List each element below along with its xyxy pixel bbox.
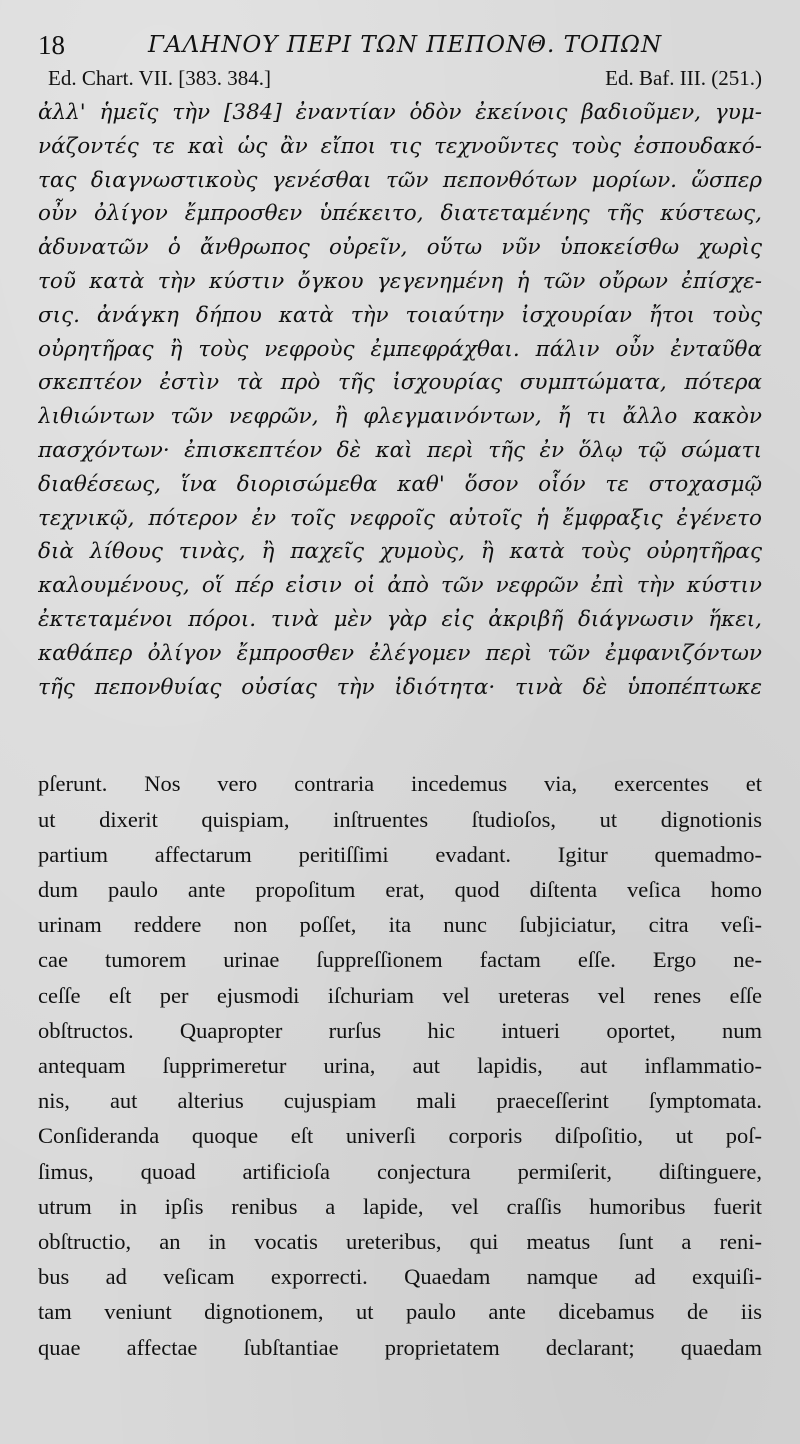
latin-text-line: ut dixerit quispiam, inſtruentes ſtudioſos, ut dignotionis xyxy=(38,806,762,832)
greek-text-line: οὖν ὀλίγον ἔμπροσθεν ὑπέκειτο, διατεταμένης τῆς κύστεως, xyxy=(38,201,762,227)
greek-text-line: τῆς πεπονθυίας οὐσίας τὴν ἰδιότητα· τινὰ δὲ ὑποπέπτωκε xyxy=(38,674,762,700)
greek-text-line: ἐκτεταμένοι πόροι. τινὰ μὲν γὰρ εἰς ἀκριβῆ διάγνωσιν ἥκει, xyxy=(38,606,762,632)
latin-text-line: bus ad veſicam exporrecti. Quaedam namque ad exquiſi- xyxy=(38,1264,762,1290)
latin-text-line: urinam reddere non poſſet, ita nunc ſubjiciatur, citra veſi- xyxy=(38,912,762,938)
latin-text-line: tam veniunt dignotionem, ut paulo ante dicebamus de iis xyxy=(38,1299,762,1325)
latin-text-line: partium affectarum peritiſſimi evadant. Igitur quemadmo- xyxy=(38,841,762,867)
latin-text-line: Conſideranda quoque eſt univerſi corporis diſpoſitio, ut poſ- xyxy=(38,1123,762,1149)
greek-text-line: τας διαγνωστικοὺς γενέσθαι τῶν πεπονθότων μορίων. ὥσπερ xyxy=(38,167,762,193)
latin-text-line: cae tumorem urinae ſuppreſſionem factam eſſe. Ergo ne- xyxy=(38,947,762,973)
greek-text-line: σις. ἀνάγκη δήπου κατὰ τὴν τοιαύτην ἰσχουρίαν ἤτοι τοὺς xyxy=(38,302,762,328)
edition-chartier-reference: Ed. Chart. VII. [383. 384.] xyxy=(48,66,271,90)
greek-text-line: πασχόντων· ἐπισκεπτέον δὲ καὶ περὶ τῆς ἐν ὅλῳ τῷ σώματι xyxy=(38,437,762,463)
greek-text-line: διὰ λίθους τινὰς, ἢ παχεῖς χυμοὺς, ἢ κατὰ τοὺς οὐρητῆρας xyxy=(38,539,762,565)
greek-text-line: τεχνικῷ, πότερον ἐν τοῖς νεφροῖς αὐτοῖς ἡ ἔμφραξις ἐγένετο xyxy=(38,505,762,531)
latin-text-line: ceſſe eſt per ejusmodi iſchuriam vel ureteras vel renes eſſe xyxy=(38,982,762,1008)
greek-text-line: λιθιώντων τῶν νεφρῶν, ἢ φλεγμαινόντων, ἤ τι ἄλλο κακὸν xyxy=(38,404,762,430)
latin-text-line: utrum in ipſis renibus a lapide, vel craſſis humoribus fuerit xyxy=(38,1193,762,1219)
page-number: 18 xyxy=(38,30,65,60)
edition-basel-reference: Ed. Baf. III. (251.) xyxy=(605,66,762,90)
latin-text-line: quae affectae ſubſtantiae proprietatem declarant; quaedam xyxy=(38,1334,762,1360)
edition-reference-line xyxy=(38,62,762,96)
running-title: ΓΑΛΗΝΟΥ ΠΕΡΙ ΤΩΝ ΠΕΠΟΝΘ. ΤΟΠΩΝ xyxy=(148,32,663,58)
greek-text-block xyxy=(38,96,762,704)
greek-text-line: οὐρητῆρας ἢ τοὺς νεφροὺς ἐμπεφράχθαι. πάλιν οὖν ἐνταῦθα xyxy=(38,336,762,362)
latin-text-line: ſimus, quoad artificioſa conjectura permiſerit, diſtinguere, xyxy=(38,1158,762,1184)
greek-text-line: τοῦ κατὰ τὴν κύστιν ὄγκου γεγενημένη ἡ τῶν οὔρων ἐπίσχε- xyxy=(38,268,762,294)
greek-text-line: ἀδυνατῶν ὁ ἄνθρωπος οὐρεῖν, οὕτω νῦν ὑποκείσθω χωρὶς xyxy=(38,235,762,261)
greek-text-line: καλουμένους, οἵ πέρ εἰσιν οἱ ἀπὸ τῶν νεφρῶν ἐπὶ τὴν κύστιν xyxy=(38,573,762,599)
latin-text-block xyxy=(38,766,762,1364)
latin-text-line: antequam ſupprimeretur urina, aut lapidis, aut inflammatio- xyxy=(38,1052,762,1078)
greek-text-line: νάζοντές τε καὶ ὡς ἂν εἴποι τις τεχνοῦντες τοὺς ἐσπουδακό- xyxy=(38,133,762,159)
greek-text-line: ἀλλ' ἡμεῖς τὴν [384] ἐναντίαν ὁδὸν ἐκείνοις βαδιοῦμεν, γυμ- xyxy=(38,100,762,125)
latin-text-line: pſerunt. Nos vero contraria incedemus via, exercentes et xyxy=(38,771,762,797)
running-head xyxy=(38,18,762,62)
greek-text-line: διαθέσεως, ἵνα διορισώμεθα καθ' ὅσον οἷόν τε στοχασμῷ xyxy=(38,471,762,497)
greek-text-line: καθάπερ ὀλίγον ἔμπροσθεν ἐλέγομεν περὶ τῶν ἐμφανιζόντων xyxy=(38,640,762,666)
latin-text-line: obſtructio, an in vocatis ureteribus, qui meatus ſunt a reni- xyxy=(38,1228,762,1254)
latin-text-line: obſtructos. Quapropter rurſus hic intueri oportet, num xyxy=(38,1017,762,1043)
latin-text-line: nis, aut alterius cujuspiam mali praeceſſerint ſymptomata. xyxy=(38,1088,762,1114)
latin-text-line: dum paulo ante propoſitum erat, quod diſtenta veſica homo xyxy=(38,876,762,902)
section-gap xyxy=(38,704,762,766)
greek-text-line: σκεπτέον ἐστὶν τὰ πρὸ τῆς ἰσχουρίας συμπτώματα, πότερα xyxy=(38,370,762,396)
